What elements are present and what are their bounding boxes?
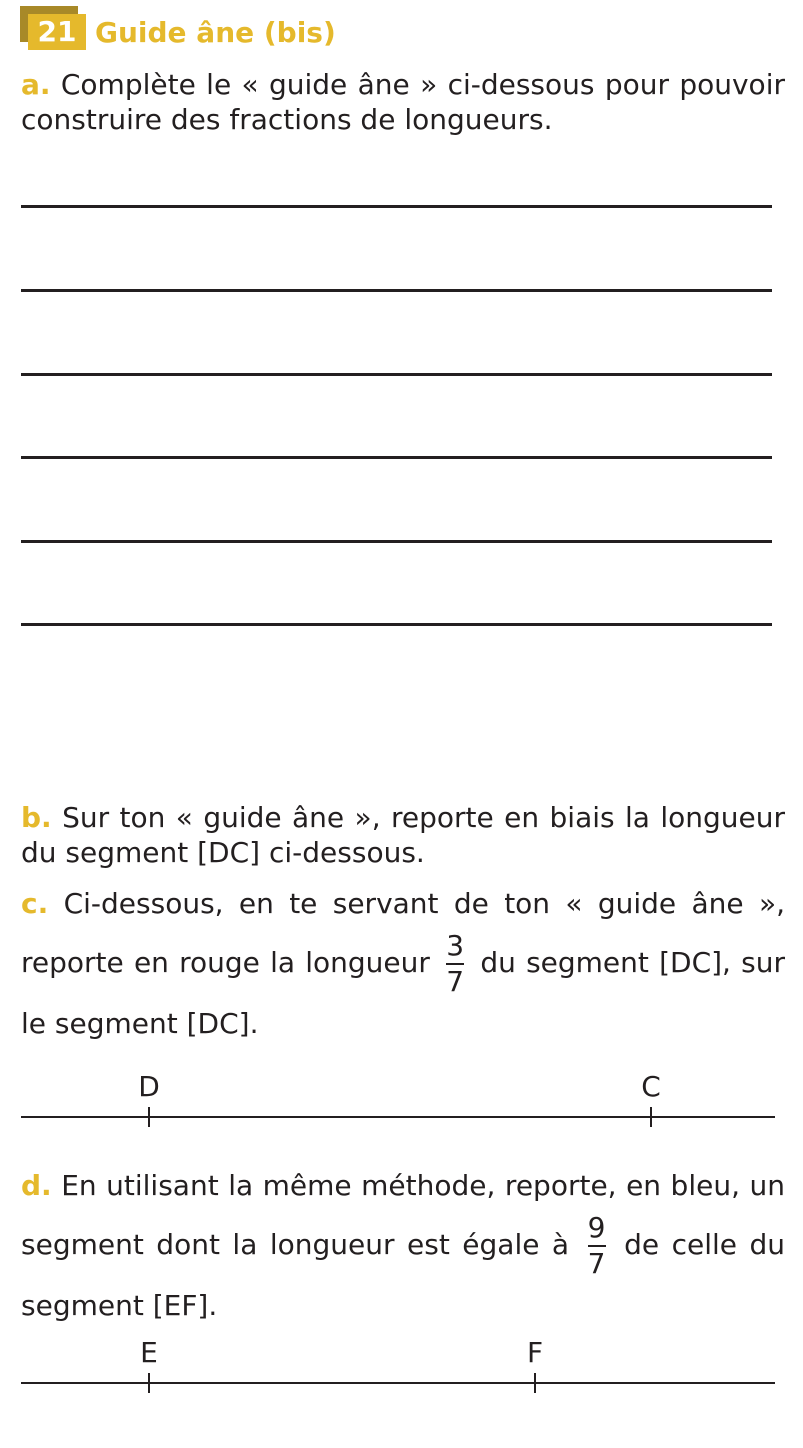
segment-dc-drawing <box>0 1068 803 1148</box>
guide-line <box>21 540 772 543</box>
segment-dc-figure <box>0 1068 803 1148</box>
question-d-text-before: En utilisant la même méthode, reporte, en bleu, un segment dont la longueur est égale à <box>21 1169 785 1261</box>
question-d <box>21 1159 785 1333</box>
question-c-letter: c. <box>21 887 49 920</box>
exercise-title: Guide âne (bis) <box>95 16 336 49</box>
label-f: F <box>526 1336 544 1369</box>
exercise-number: 21 <box>28 14 86 50</box>
fraction-nine-sevenths <box>588 1213 606 1279</box>
fraction-denominator: 7 <box>587 1247 606 1280</box>
question-d-letter: d. <box>21 1169 52 1202</box>
question-a-text: Complète le « guide âne » ci-dessous pour pouvoir construire des fractions de longueurs. <box>21 68 785 136</box>
fraction-numerator: 9 <box>587 1211 606 1244</box>
label-e: E <box>140 1336 158 1369</box>
question-b-letter: b. <box>21 801 52 834</box>
question-b <box>21 800 785 870</box>
fraction-numerator: 3 <box>446 929 465 962</box>
fraction-three-sevenths <box>446 931 464 997</box>
label-d: D <box>138 1070 160 1103</box>
segment-ef-drawing <box>0 1334 803 1414</box>
question-a <box>21 67 785 137</box>
question-c <box>21 877 785 1051</box>
guide-line <box>21 205 772 208</box>
guide-line <box>21 456 772 459</box>
exercise-number-badge <box>20 6 86 50</box>
question-c-text-before: Ci-dessous, en te servant de ton « guide âne », reporte en rouge la longueur <box>21 887 785 979</box>
segment-ef-figure <box>0 1334 803 1414</box>
question-c-text-after: du segment [DC], sur le segment [DC]. <box>21 946 785 1040</box>
question-d-text-after: de celle du segment [EF]. <box>21 1228 785 1322</box>
fraction-denominator: 7 <box>446 965 465 998</box>
guide-line <box>21 373 772 376</box>
question-b-text: Sur ton « guide âne », reporte en biais la longueur du segment [DC] ci-dessous. <box>21 801 785 869</box>
question-a-letter: a. <box>21 68 51 101</box>
guide-line <box>21 623 772 626</box>
guide-line <box>21 289 772 292</box>
label-c: C <box>641 1070 661 1103</box>
